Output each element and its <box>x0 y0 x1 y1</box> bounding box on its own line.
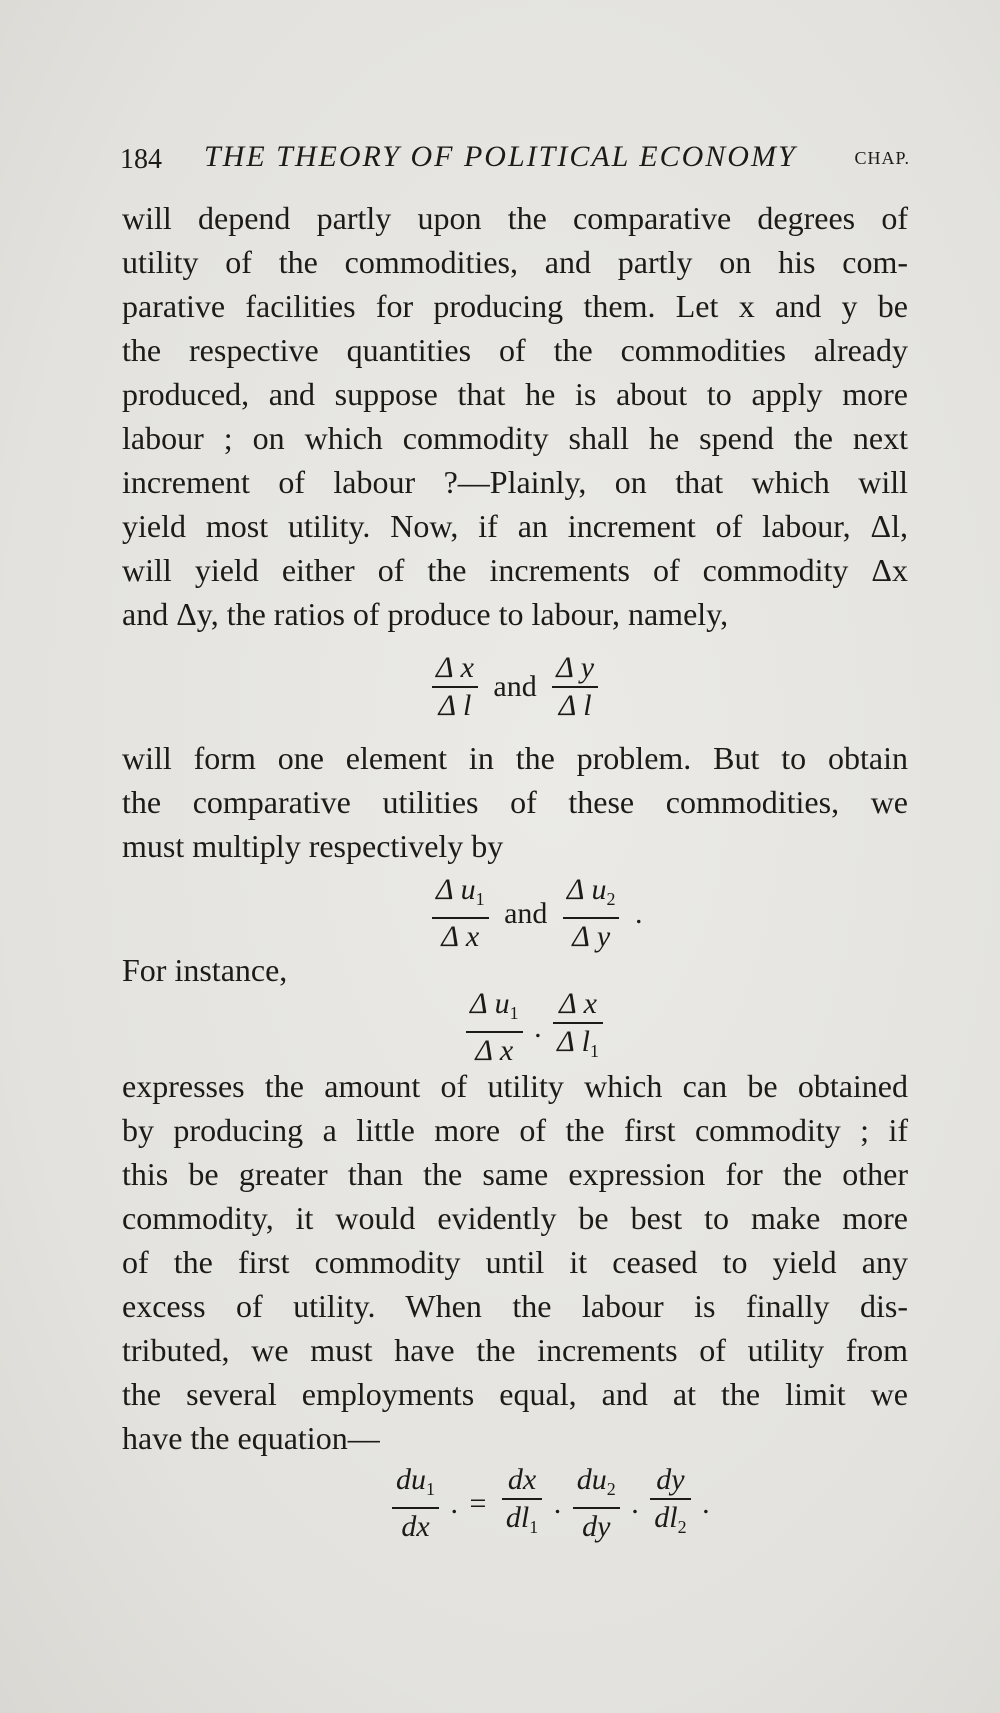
numerator: Δ $u_1$ <box>432 872 489 919</box>
text-line: tributed, we must have the increments of utility from <box>122 1332 908 1368</box>
paragraph-1 <box>122 196 908 636</box>
text-line: For instance, <box>122 952 288 988</box>
fraction <box>502 1462 542 1545</box>
numerator: Δ $u_2$ <box>563 872 620 919</box>
text-line: of the first commodity until it ceased to yield any <box>122 1244 908 1280</box>
multiplication-dot: . <box>450 1486 458 1520</box>
text-line: will yield either of the increments of commodity Δx <box>122 552 908 588</box>
text-line: commodity, it would evidently be best to make more <box>122 1200 908 1236</box>
denominator: dx <box>401 1510 430 1543</box>
paragraph-2 <box>122 736 908 868</box>
text-line: utility of the commodities, and partly on his com- <box>122 244 908 280</box>
connector-word: and <box>504 896 548 930</box>
text-line: the respective quantities of the commodities already <box>122 332 908 368</box>
fraction <box>573 1462 620 1545</box>
text-line: parative facilities for producing them. Let x and y be <box>122 288 908 324</box>
denominator: Δ y <box>572 920 611 953</box>
text-line: will form one element in the problem. But to obtain <box>122 740 908 776</box>
fraction <box>553 986 603 1069</box>
connector-word: and <box>493 670 537 703</box>
running-title: THE THEORY OF POLITICAL ECONOMY <box>204 140 797 173</box>
fraction <box>650 1462 690 1545</box>
fraction <box>552 650 598 724</box>
fraction <box>432 872 489 955</box>
text-line: yield most utility. Now, if an increment of labour, Δl, <box>122 508 908 544</box>
multiplication-dot: . <box>534 1010 542 1044</box>
equals-sign: = <box>469 1486 487 1520</box>
running-header <box>120 140 910 180</box>
numerator: $du_2$ <box>573 1462 620 1509</box>
numerator: Δ x <box>553 986 603 1024</box>
chapter-label: CHAP. <box>854 148 910 168</box>
page-number: 184 <box>120 144 162 175</box>
numerator: dy <box>650 1462 690 1500</box>
formula-utility-multipliers <box>428 872 646 955</box>
formula-example <box>462 986 607 1069</box>
text-line: produced, and suppose that he is about to apply more <box>122 376 908 412</box>
denominator: Δ $l_1$ <box>557 1025 599 1061</box>
text-line: the comparative utilities of these commodities, we <box>122 784 908 820</box>
fraction <box>432 650 478 724</box>
text-line: have the equation— <box>122 1420 380 1456</box>
text-line: increment of labour ?—Plainly, on that which will <box>122 464 908 500</box>
multiplication-dot: . <box>631 1486 639 1520</box>
text-line: must multiply respectively by <box>122 828 504 864</box>
fraction <box>466 986 523 1069</box>
text-line: by producing a little more of the first commodity ; if <box>122 1112 908 1148</box>
text-line: and Δy, the ratios of produce to labour, namely, <box>122 596 729 632</box>
formula-equilibrium-equation <box>388 1462 710 1545</box>
denominator: Δ l <box>438 689 472 722</box>
text-line: this be greater than the same expression for the other <box>122 1156 908 1192</box>
numerator: Δ $u_1$ <box>466 986 523 1033</box>
numerator: $du_1$ <box>392 1462 439 1509</box>
text-line: excess of utility. When the labour is finally dis- <box>122 1288 908 1324</box>
period: . <box>702 1486 710 1520</box>
text-line: the several employments equal, and at the limit we <box>122 1376 908 1412</box>
numerator: Δ x <box>432 650 478 688</box>
numerator: dx <box>502 1462 542 1500</box>
denominator: Δ x <box>441 920 480 953</box>
denominator: Δ l <box>558 689 592 722</box>
numerator: Δ y <box>552 650 598 688</box>
denominator: $dl_1$ <box>505 1501 539 1537</box>
denominator: dy <box>582 1510 611 1543</box>
multiplication-dot: . <box>553 1486 562 1520</box>
fraction <box>563 872 620 955</box>
text-line: labour ; on which commodity shall he spend the next <box>122 420 908 456</box>
denominator: $dl_2$ <box>654 1501 687 1537</box>
fraction <box>392 1462 439 1545</box>
denominator: Δ x <box>475 1034 514 1067</box>
text-line: will depend partly upon the comparative degrees of <box>122 200 908 236</box>
paragraph-4 <box>122 1064 908 1460</box>
text-line: expresses the amount of utility which can be obtained <box>122 1068 908 1104</box>
period: . <box>634 896 643 930</box>
formula-ratios <box>428 650 602 724</box>
